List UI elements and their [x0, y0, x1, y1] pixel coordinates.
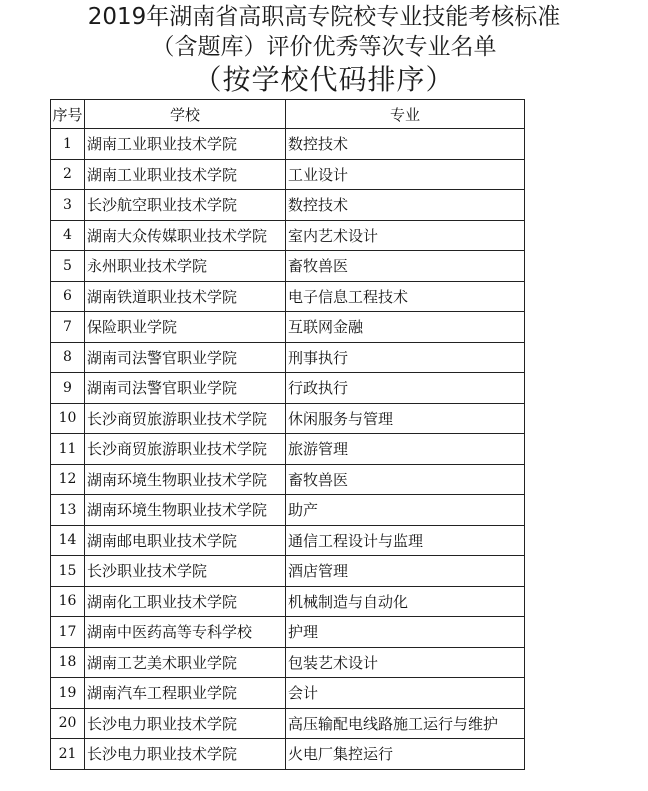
document-title: 2019年湖南省高职高专院校专业技能考核标准: [87, 4, 561, 30]
school-name-cell: 湖南工艺美术职业学院: [85, 647, 286, 678]
row-index-cell: 18: [51, 647, 85, 678]
major-name-cell: 护理: [286, 617, 525, 648]
school-name-cell: 湖南铁道职业技术学院: [85, 281, 286, 312]
major-name-cell: 电子信息工程技术: [286, 281, 525, 312]
row-index-cell: 5: [51, 251, 85, 282]
school-name-cell: 保险职业学院: [85, 312, 286, 343]
row-index-cell: 7: [51, 312, 85, 343]
table-row: [51, 251, 525, 282]
table-row: [51, 617, 525, 648]
table-row: [51, 525, 525, 556]
major-name-cell: 互联网金融: [286, 312, 525, 343]
table-row: [51, 281, 525, 312]
table-row: [51, 464, 525, 495]
school-name-cell: 长沙电力职业技术学院: [85, 739, 286, 770]
header-index: 序号: [51, 100, 85, 129]
row-index-cell: 20: [51, 708, 85, 739]
major-name-cell: 数控技术: [286, 129, 525, 160]
school-name-cell: 湖南汽车工程职业学院: [85, 678, 286, 709]
school-name-cell: 湖南工业职业技术学院: [85, 159, 286, 190]
major-name-cell: 数控技术: [286, 190, 525, 221]
row-index-cell: 3: [51, 190, 85, 221]
school-name-cell: 长沙电力职业技术学院: [85, 708, 286, 739]
school-name-cell: 湖南化工职业技术学院: [85, 586, 286, 617]
table-header-row: [51, 100, 525, 129]
school-name-cell: 长沙职业技术学院: [85, 556, 286, 587]
major-name-cell: 机械制造与自动化: [286, 586, 525, 617]
table-row: [51, 495, 525, 526]
school-name-cell: 湖南环境生物职业技术学院: [85, 464, 286, 495]
row-index-cell: 1: [51, 129, 85, 160]
school-name-cell: 长沙商贸旅游职业技术学院: [85, 403, 286, 434]
table-row: [51, 312, 525, 343]
row-index-cell: 16: [51, 586, 85, 617]
school-name-cell: 湖南中医药高等专科学校: [85, 617, 286, 648]
document-subtitle: （含题库）评价优秀等次专业名单: [151, 34, 497, 60]
table-row: [51, 678, 525, 709]
major-name-cell: 高压输配电线路施工运行与维护: [286, 708, 525, 739]
major-name-cell: 刑事执行: [286, 342, 525, 373]
school-name-cell: 长沙航空职业技术学院: [85, 190, 286, 221]
major-name-cell: 助产: [286, 495, 525, 526]
major-name-cell: 畜牧兽医: [286, 464, 525, 495]
table-row: [51, 190, 525, 221]
major-name-cell: 包装艺术设计: [286, 647, 525, 678]
table-row: [51, 739, 525, 770]
table-row: [51, 434, 525, 465]
row-index-cell: 2: [51, 159, 85, 190]
major-name-cell: 会计: [286, 678, 525, 709]
table-row: [51, 373, 525, 404]
row-index-cell: 10: [51, 403, 85, 434]
row-index-cell: 17: [51, 617, 85, 648]
header-school: 学校: [85, 100, 286, 129]
school-name-cell: 湖南环境生物职业技术学院: [85, 495, 286, 526]
table-row: [51, 342, 525, 373]
row-index-cell: 13: [51, 495, 85, 526]
school-name-cell: 湖南邮电职业技术学院: [85, 525, 286, 556]
table-row: [51, 556, 525, 587]
major-name-cell: 工业设计: [286, 159, 525, 190]
major-name-cell: 行政执行: [286, 373, 525, 404]
table-row: [51, 403, 525, 434]
table-row: [51, 586, 525, 617]
major-name-cell: 休闲服务与管理: [286, 403, 525, 434]
row-index-cell: 9: [51, 373, 85, 404]
sort-note: （按学校代码排序）: [193, 63, 455, 96]
row-index-cell: 6: [51, 281, 85, 312]
table-row: [51, 220, 525, 251]
row-index-cell: 11: [51, 434, 85, 465]
school-name-cell: 长沙商贸旅游职业技术学院: [85, 434, 286, 465]
table-row: [51, 647, 525, 678]
table-row: [51, 708, 525, 739]
major-name-cell: 通信工程设计与监理: [286, 525, 525, 556]
major-name-cell: 畜牧兽医: [286, 251, 525, 282]
row-index-cell: 14: [51, 525, 85, 556]
row-index-cell: 8: [51, 342, 85, 373]
school-name-cell: 湖南工业职业技术学院: [85, 129, 286, 160]
row-index-cell: 19: [51, 678, 85, 709]
row-index-cell: 4: [51, 220, 85, 251]
header-major: 专业: [286, 100, 525, 129]
table-row: [51, 159, 525, 190]
table-body: [51, 129, 525, 770]
row-index-cell: 15: [51, 556, 85, 587]
results-table: [50, 99, 525, 770]
school-name-cell: 湖南司法警官职业学院: [85, 373, 286, 404]
school-name-cell: 湖南大众传媒职业技术学院: [85, 220, 286, 251]
school-name-cell: 永州职业技术学院: [85, 251, 286, 282]
major-name-cell: 旅游管理: [286, 434, 525, 465]
major-name-cell: 室内艺术设计: [286, 220, 525, 251]
school-name-cell: 湖南司法警官职业学院: [85, 342, 286, 373]
major-name-cell: 酒店管理: [286, 556, 525, 587]
table-row: [51, 129, 525, 160]
row-index-cell: 21: [51, 739, 85, 770]
major-name-cell: 火电厂集控运行: [286, 739, 525, 770]
row-index-cell: 12: [51, 464, 85, 495]
